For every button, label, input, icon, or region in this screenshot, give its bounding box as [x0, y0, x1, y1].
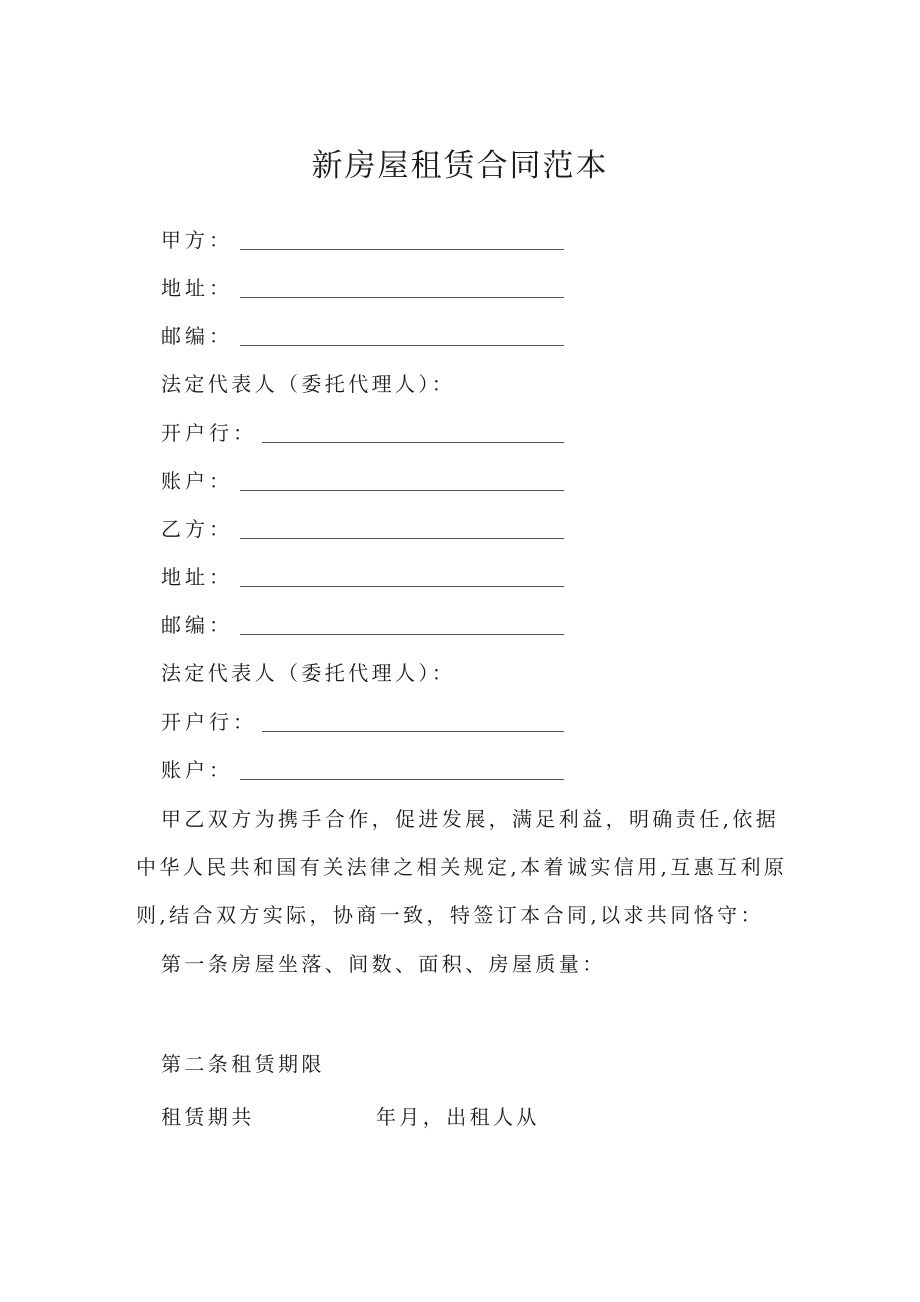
party-b-bank-label: 开户行： [161, 710, 257, 734]
party-a-postcode-blank[interactable] [240, 345, 564, 346]
party-a-address-blank[interactable] [240, 297, 564, 298]
party-a-account-blank[interactable] [240, 490, 564, 491]
party-b-account-label: 账户： [161, 758, 233, 782]
party-a-account-label: 账户： [161, 469, 233, 493]
party-b-name-field [161, 514, 571, 544]
article-2-heading: 第二条租赁期限 [161, 1052, 325, 1076]
party-a-bank-field [161, 418, 571, 448]
party-a-address-field [161, 273, 571, 303]
party-a-account-field [161, 466, 571, 496]
party-a-name-label: 甲方： [161, 228, 233, 252]
party-b-bank-blank[interactable] [262, 731, 564, 732]
party-b-name-label: 乙方： [161, 517, 233, 541]
party-b-address-label: 地址： [161, 565, 233, 589]
party-a-name-blank[interactable] [240, 249, 564, 250]
party-a-bank-blank[interactable] [262, 442, 564, 443]
party-b-address-blank[interactable] [240, 586, 564, 587]
lease-term-suffix: 年月，出租人从 [376, 1105, 540, 1129]
party-a-address-label: 地址： [161, 276, 233, 300]
party-b-postcode-label: 邮编： [161, 613, 233, 637]
party-b-postcode-blank[interactable] [240, 634, 564, 635]
article-1-heading: 第一条房屋坐落、间数、面积、房屋质量： [161, 952, 606, 976]
party-b-name-blank[interactable] [240, 538, 564, 539]
party-a-postcode-label: 邮编： [161, 324, 233, 348]
page-title: 新房屋租赁合同范本 [311, 148, 609, 184]
party-a-name-field [161, 225, 571, 255]
preamble-paragraph: 甲乙双方为携手合作，促进发展，满足利益，明确责任,依据中华人民共和国有关法律之相关规定,本着诚实信用,互惠互利原则,结合双方实际，协商一致，特签订本合同,以求共同恪守： [136, 807, 788, 927]
party-b-address-field [161, 562, 571, 592]
party-b-account-blank[interactable] [240, 779, 564, 780]
party-b-postcode-field [161, 610, 571, 640]
lease-term-prefix: 租赁期共 [161, 1105, 255, 1129]
party-a-bank-label: 开户行： [161, 421, 257, 445]
party-a-postcode-field [161, 321, 571, 351]
party-b-rep-label: 法定代表人（委托代理人）： [161, 661, 456, 685]
party-b-bank-field [161, 707, 571, 737]
party-a-rep-label: 法定代表人（委托代理人）： [161, 372, 456, 396]
party-b-account-field [161, 755, 571, 785]
